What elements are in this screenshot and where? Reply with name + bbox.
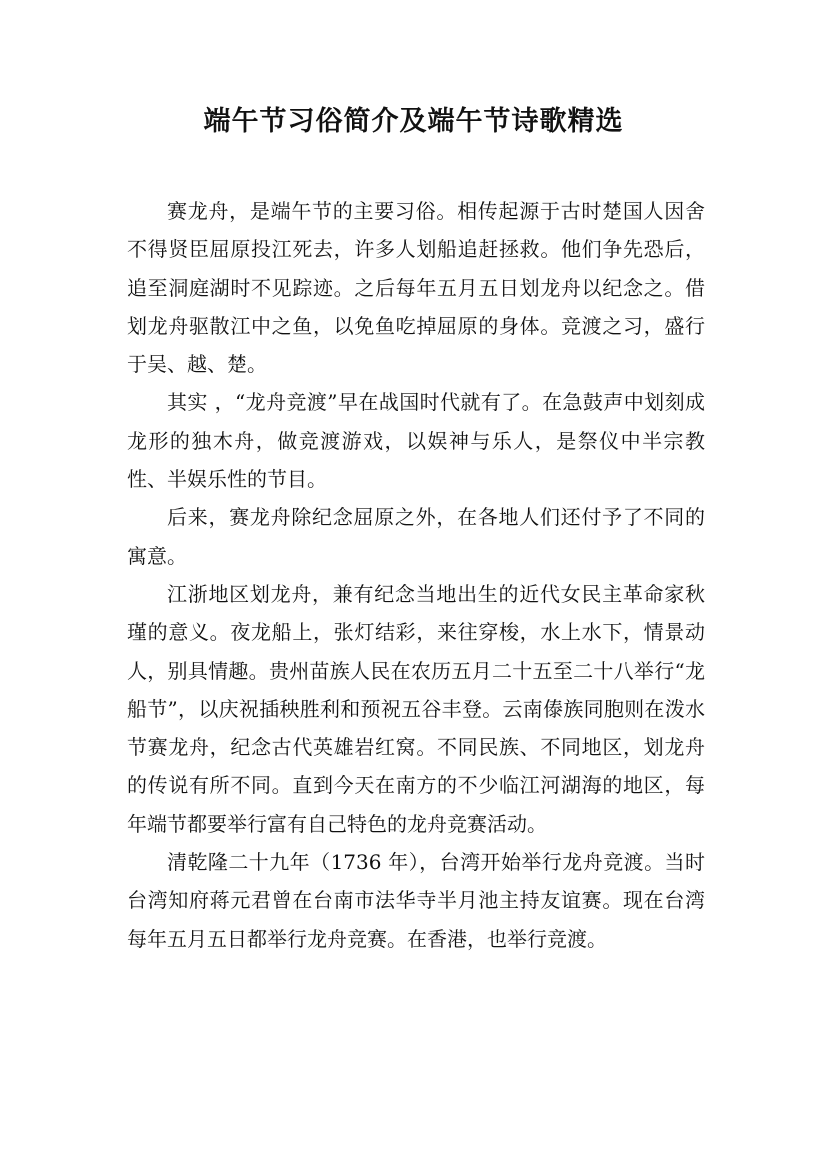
document-body: [127, 192, 705, 958]
paragraph-regional-customs: 江浙地区划龙舟，兼有纪念当地出生的近代女民主革命家秋瑾的意义。夜龙船上，张灯结彩，来往穿梭，水上水下，情景动人，别具情趣。贵州苗族人民在农历五月二十五至二十八举行“龙船节”，以庆祝插秧胜利和预祝五谷丰登。云南傣族同胞则在泼水节赛龙舟，纪念古代英雄岩红窝。不同民族、不同地区，划龙舟的传说有所不同。直到今天在南方的不少临江河湖海的地区，每年端节都要举行富有自己特色的龙舟竞赛活动。: [127, 581, 705, 836]
paragraph-warring-states: 其实 ，“龙舟竞渡”早在战国时代就有了。在急鼓声中划刻成龙形的独木舟，做竞渡游戏，以娱神与乐人，是祭仪中半宗教性、半娱乐性的节目。: [127, 390, 705, 492]
paragraph-later-meanings: 后来，赛龙舟除纪念屈原之外，在各地人们还付予了不同的寓意。: [127, 505, 705, 568]
paragraph-taiwan-history: 清乾隆二十九年（1736 年），台湾开始举行龙舟竞渡。当时台湾知府蒋元君曾在台南市法华寺半月池主持友谊赛。现在台湾每年五月五日都举行龙舟竞赛。在香港，也举行竞渡。: [127, 850, 705, 951]
document-title: 端午节习俗简介及端午节诗歌精选: [203, 106, 624, 137]
paragraph-dragon-boat-race: 赛龙舟，是端午节的主要习俗。相传起源于古时楚国人因舍不得贤臣屈原投江死去，许多人划船追赶拯救。他们争先恐后，追至洞庭湖时不见踪迹。之后每年五月五日划龙舟以纪念之。借划龙舟驱散江中之鱼，以免鱼吃掉屈原的身体。竞渡之习，盛行于吴、越、楚。: [127, 199, 705, 377]
